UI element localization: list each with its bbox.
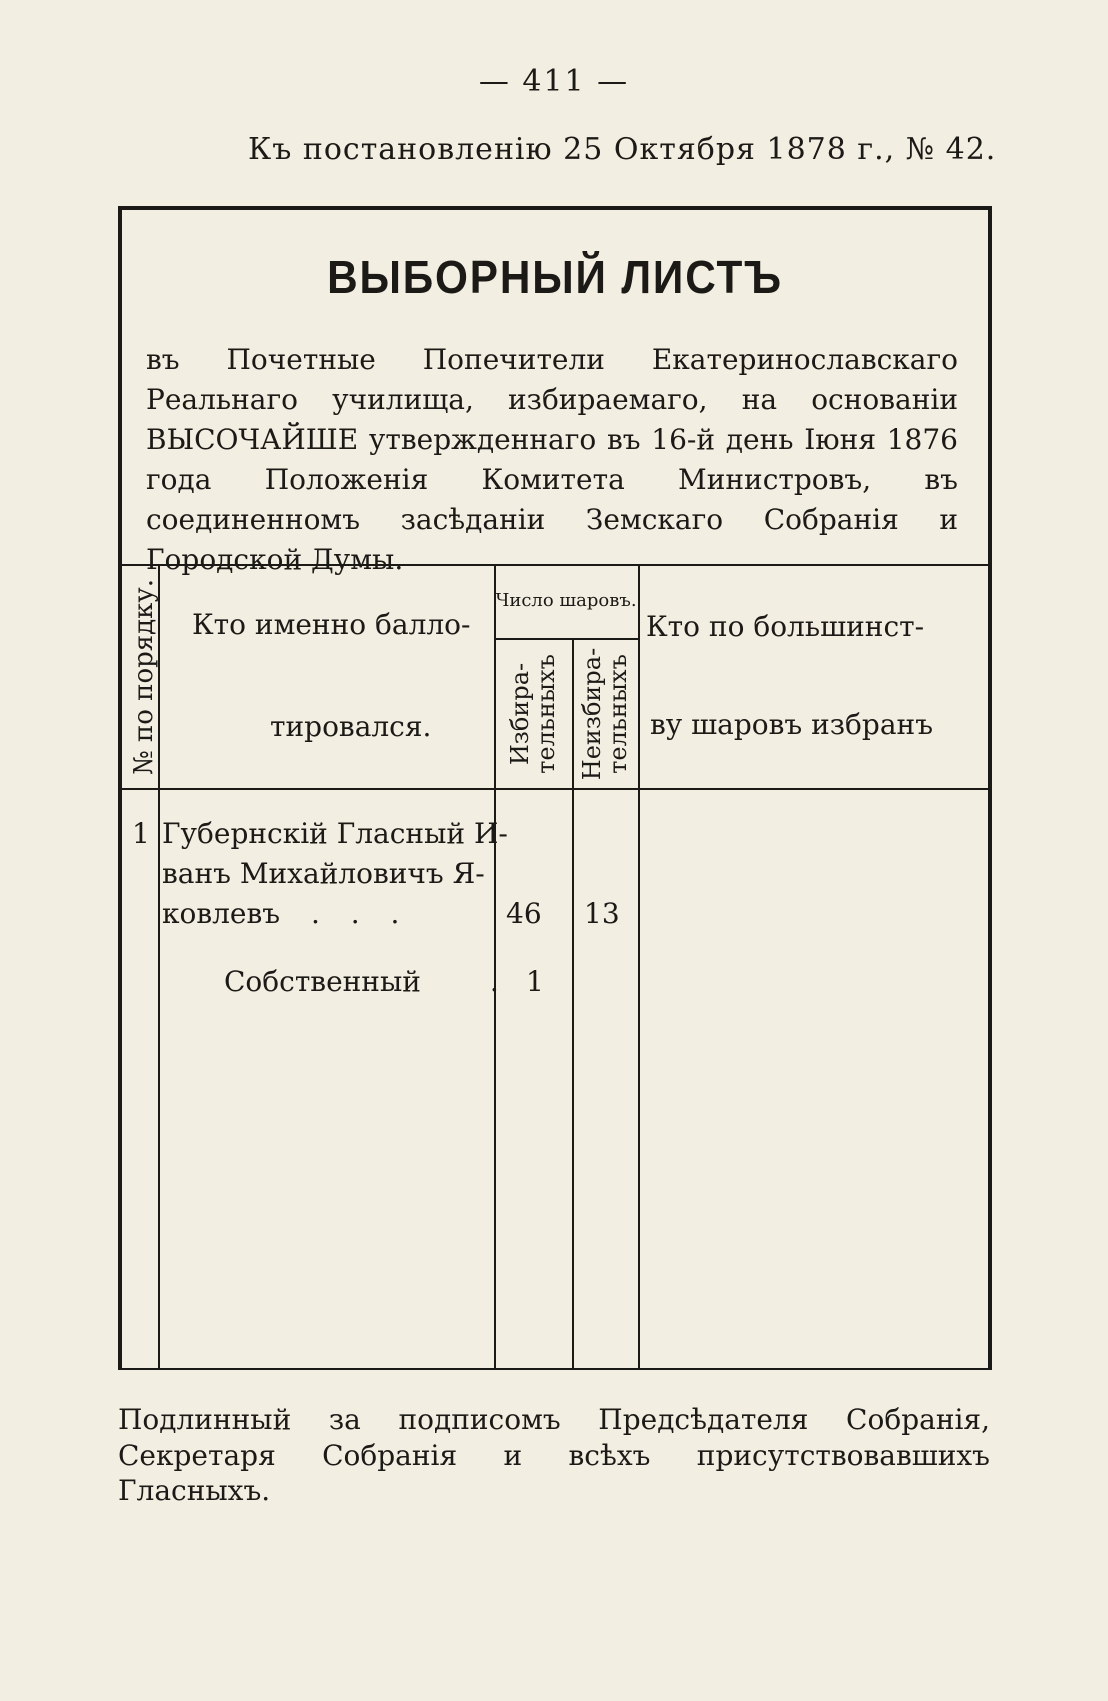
ballot-title: ВЫБОРНЫЙ ЛИСТЪ <box>327 251 783 303</box>
footer-text <box>118 1402 990 1474</box>
row2-name: Собственный . <box>224 965 499 998</box>
ballot-sheet <box>118 206 992 1370</box>
attachment-line: Къ постановленію 25 Октября 1878 г., № 42. <box>248 132 997 167</box>
table-top-rule <box>122 564 988 566</box>
balls-subrule <box>494 638 638 640</box>
row-name-line1: Губернскій Гласный И- <box>162 817 508 850</box>
row-name-line3: ковлевъ . . . <box>162 897 400 930</box>
header-non-electing: Неизбира-тельныхъ <box>578 647 632 781</box>
header-elected-line1: Кто по большинст- <box>646 610 925 643</box>
table-bottom-rule <box>122 1368 988 1370</box>
header-elected-line2: ву шаровъ избранъ <box>650 708 934 741</box>
page-number: — 411 — <box>478 64 630 99</box>
row-non-electing-count: 13 <box>584 897 620 930</box>
footer-line3: Гласныхъ. <box>118 1474 271 1507</box>
ballot-description: въ Почетные Попечители Екатеринославскаго Реальнаго училища, избираемаго, на основаніи ВЫСОЧАЙШЕ утвержденнаго въ 16-й день Іюня 1876 года Положенія Комитета Министровъ, въ соединенномъ засѣданіи Земскаго Собранія и Городской Думы. <box>146 343 958 576</box>
header-who-line1: Кто именно балло- <box>192 608 471 641</box>
footer-line2: Секретаря Собранія и всѣхъ присутствовавшихъ <box>118 1439 990 1472</box>
row2-electing-count: 1 <box>526 965 544 998</box>
row-electing-count: 46 <box>506 897 542 930</box>
table-header-rule <box>122 788 988 790</box>
footer-line1: Подлинный за подписомъ Предсѣдателя Собранія, <box>118 1403 990 1436</box>
header-electing: Избира-тельныхъ <box>506 654 560 774</box>
header-number: № по порядку. <box>129 579 159 775</box>
row-name-line2: ванъ Михайловичъ Я- <box>162 857 485 890</box>
header-balls: Число шаровъ. <box>495 590 637 611</box>
col-divider <box>638 564 640 1370</box>
row-number: 1 <box>132 817 150 850</box>
header-who-line2: тировался. <box>270 710 432 743</box>
